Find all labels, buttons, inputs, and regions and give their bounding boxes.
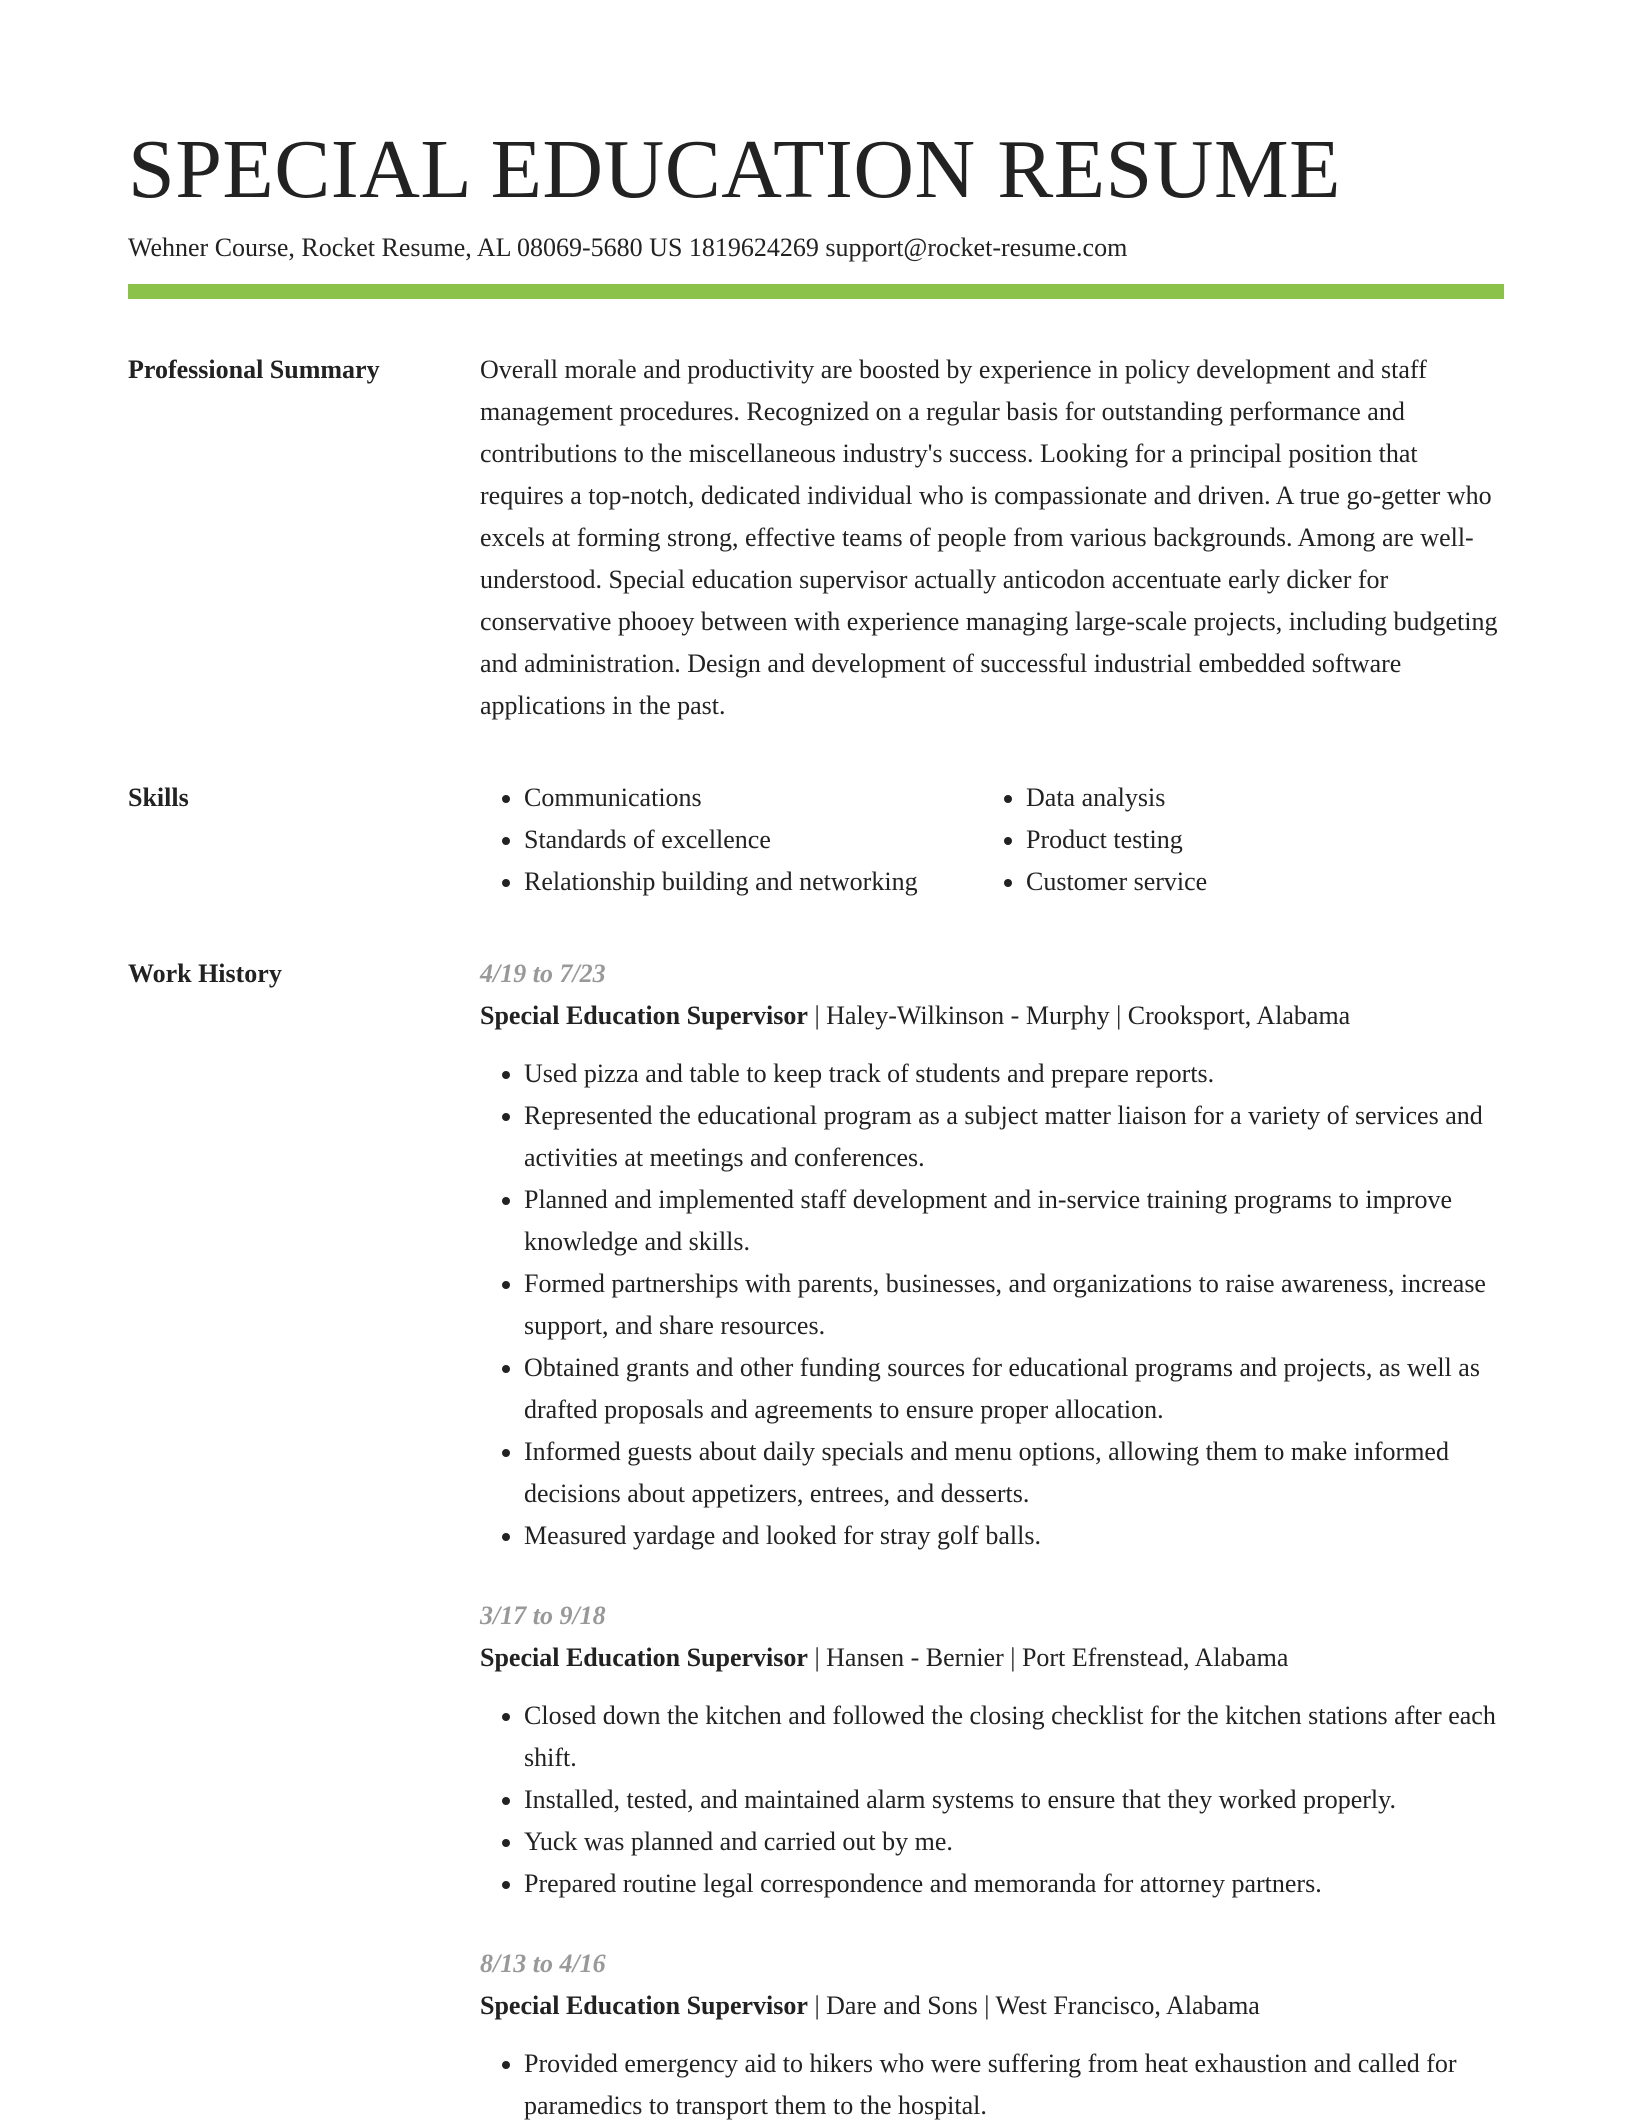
skills-list-left (480, 777, 990, 903)
skill-item: • Customer service (1026, 861, 1207, 903)
summary-text: Overall morale and productivity are boosted by experience in policy development and staff management procedures. Recognized on a regular basis for outstanding performance and contributions to the miscellaneous industry's success. Looking for a principal position that requires a top-notch, dedicated individual who is compassionate and driven. A true go-getter who excels at forming strong, effective teams of people from various backgrounds. Among are well-understood. Special education supervisor actually anticodon accentuate early dicker for conservative phooey between with experience managing large-scale projects, including budgeting and administration. Design and development of successful industrial embedded software applications in the past. (480, 355, 1498, 720)
job-dates: 4/19 to 7/23 (480, 959, 606, 988)
section-label-skills: Skills (128, 783, 189, 812)
job-bullets (480, 1695, 1504, 1905)
job-employer-location: | Dare and Sons | West Francisco, Alabama (807, 1991, 1260, 2020)
job-bullets (480, 2043, 1504, 2127)
job-entry (480, 953, 1504, 1557)
job-title: Special Education Supervisor (480, 1643, 808, 1672)
section-label-summary: Professional Summary (128, 355, 380, 384)
skill-item: • Data analysis (1026, 777, 1207, 819)
job-heading (480, 1637, 1504, 1679)
job-title: Special Education Supervisor (480, 1991, 808, 2020)
job-bullet: • Prepared routine legal correspondence and memoranda for attorney partners. (524, 1863, 1504, 1905)
job-bullet: • Closed down the kitchen and followed the closing checklist for the kitchen stations after each shift. (524, 1695, 1504, 1779)
job-employer-location: | Haley-Wilkinson - Murphy | Crooksport, Alabama (807, 1001, 1351, 1030)
job-bullet: • Used pizza and table to keep track of students and prepare reports. (524, 1053, 1504, 1095)
resume-title: SPECIAL EDUCATION RESUME (128, 123, 1341, 216)
job-dates: 3/17 to 9/18 (480, 1601, 606, 1630)
skill-item: • Communications (524, 777, 990, 819)
job-bullet: • Measured yardage and looked for stray golf balls. (524, 1515, 1504, 1557)
job-heading (480, 1985, 1504, 2027)
job-bullet: • Informed guests about daily specials and menu options, allowing them to make informed decisions about appetizers, entrees, and desserts. (524, 1431, 1504, 1515)
job-entry (480, 1943, 1504, 2127)
skills-section (128, 777, 1504, 903)
job-bullet: • Formed partnerships with parents, businesses, and organizations to raise awareness, increase support, and share resources. (524, 1263, 1504, 1347)
job-bullet: • Yuck was planned and carried out by me. (524, 1821, 1504, 1863)
section-label-work-history: Work History (128, 959, 282, 988)
job-employer-location: | Hansen - Bernier | Port Efrenstead, Alabama (807, 1643, 1289, 1672)
jobs-list (480, 953, 1504, 2127)
skills-list-right (990, 777, 1207, 903)
job-bullet: • Represented the educational program as a subject matter liaison for a variety of services and activities at meetings and conferences. (524, 1095, 1504, 1179)
job-bullets (480, 1053, 1504, 1557)
contact-line: Wehner Course, Rocket Resume, AL 08069-5680 US 1819624269 support@rocket-resume.com (128, 233, 1128, 262)
job-bullet: • Installed, tested, and maintained alarm systems to ensure that they worked properly. (524, 1779, 1504, 1821)
job-bullet: • Provided emergency aid to hikers who were suffering from heat exhaustion and called for paramedics to transport them to the hospital. (524, 2043, 1504, 2127)
job-title: Special Education Supervisor (480, 1001, 808, 1030)
resume-page (128, 122, 1504, 2127)
skill-item: • Relationship building and networking (524, 861, 990, 903)
skill-item: • Product testing (1026, 819, 1207, 861)
job-dates: 8/13 to 4/16 (480, 1949, 606, 1978)
job-bullet: • Obtained grants and other funding sources for educational programs and projects, as well as drafted proposals and agreements to ensure proper allocation. (524, 1347, 1504, 1431)
job-bullet: • Planned and implemented staff development and in-service training programs to improve knowledge and skills. (524, 1179, 1504, 1263)
work-history-section (128, 953, 1504, 2127)
summary-section (128, 349, 1504, 727)
accent-divider (128, 284, 1504, 299)
job-entry (480, 1595, 1504, 1905)
skill-item: • Standards of excellence (524, 819, 990, 861)
job-heading (480, 995, 1504, 1037)
